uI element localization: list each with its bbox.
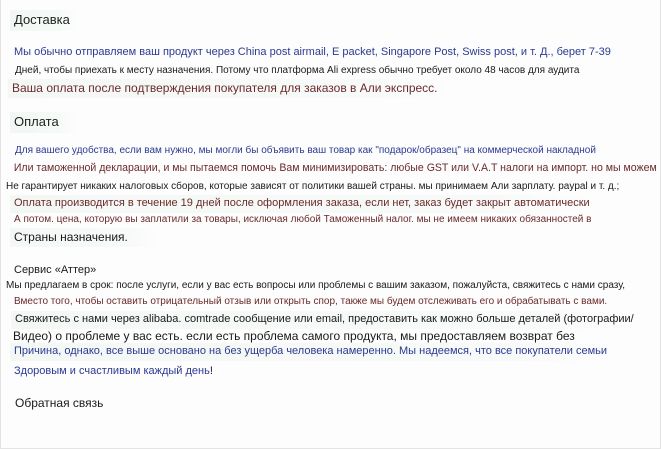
service-text-line-1: Мы предлагаем в срок: после услуги, если у вас есть вопросы или проблемы с вашим заказом, пожалуйста, свяжитесь с нами сразу, <box>6 280 626 291</box>
service-text-line-6-main: Здоровым и счастливым каждый день <box>14 365 210 377</box>
delivery-text-line-3: Ваша оплата после подтверждения покупателя для заказов в Али экспресс. <box>8 79 456 98</box>
service-text-line-6 <box>10 363 217 381</box>
payment-text-line-2: Или таможенной декларации, и мы пытаемся помочь Вам минимизировать: любые GST или V.A.T налоги на импорт. но мы можем <box>13 162 657 174</box>
service-text-line-6-end: ! <box>209 365 213 377</box>
delivery-text-line-1: Мы обычно отправляем ваш продукт через China post airmail, E packet, Singapore Post, Swiss post, и т. Д., берет 7-39 <box>14 46 611 58</box>
payment-text-line-5: А потом. цена, которую вы заплатили за товары, исключая любой Таможенный налог. мы не имеем никаких обязанностей в <box>14 214 592 225</box>
service-heading: Сервис «Аттер» <box>14 264 97 276</box>
feedback-heading: Обратная связь <box>15 396 104 410</box>
service-text-line-4: Видео) о проблеме у вас есть. если есть проблема самого продукта, мы предоставляем возврат без <box>13 329 575 343</box>
service-text-line-5: Причина, однако, все выше основано на без ущерба человека намеренно. Мы надеемся, что все покупатели семьи <box>10 343 628 361</box>
service-text-line-2: Вместо того, чтобы оставить отрицательный отзыв или открыть спор, также мы будем отслеживать его и обрабатывать с вами. <box>14 296 608 307</box>
payment-text-line-3: Не гарантирует никаких налоговых сборов, которые зависят от политики вашей страны. мы принимаем Али зарплату. paypal и т. д.; <box>6 181 620 192</box>
delivery-text-line-2: Дней, чтобы приехать к месту назначения. Потому что платформа Ali express обычно требует около 48 часов для аудита <box>15 65 580 76</box>
delivery-heading: Доставка <box>10 10 80 31</box>
payment-heading: Оплата <box>10 112 78 133</box>
payment-text-line-1: Для вашего удобства, если вам нужно, мы могли бы объявить ваш товар как "подарок/образец" на коммерческой накладной <box>15 145 596 156</box>
service-text-line-3: Свяжитесь с нами через alibaba. comtrade сообщение или email, предоставить как можно больше деталей (фотографии/ <box>11 311 639 329</box>
payment-text-line-6: Страны назначения. <box>10 228 158 247</box>
payment-text-line-4: Оплата производится в течение 19 дней после оформления заказа, если нет, заказ будет закрыт автоматически <box>10 195 603 213</box>
